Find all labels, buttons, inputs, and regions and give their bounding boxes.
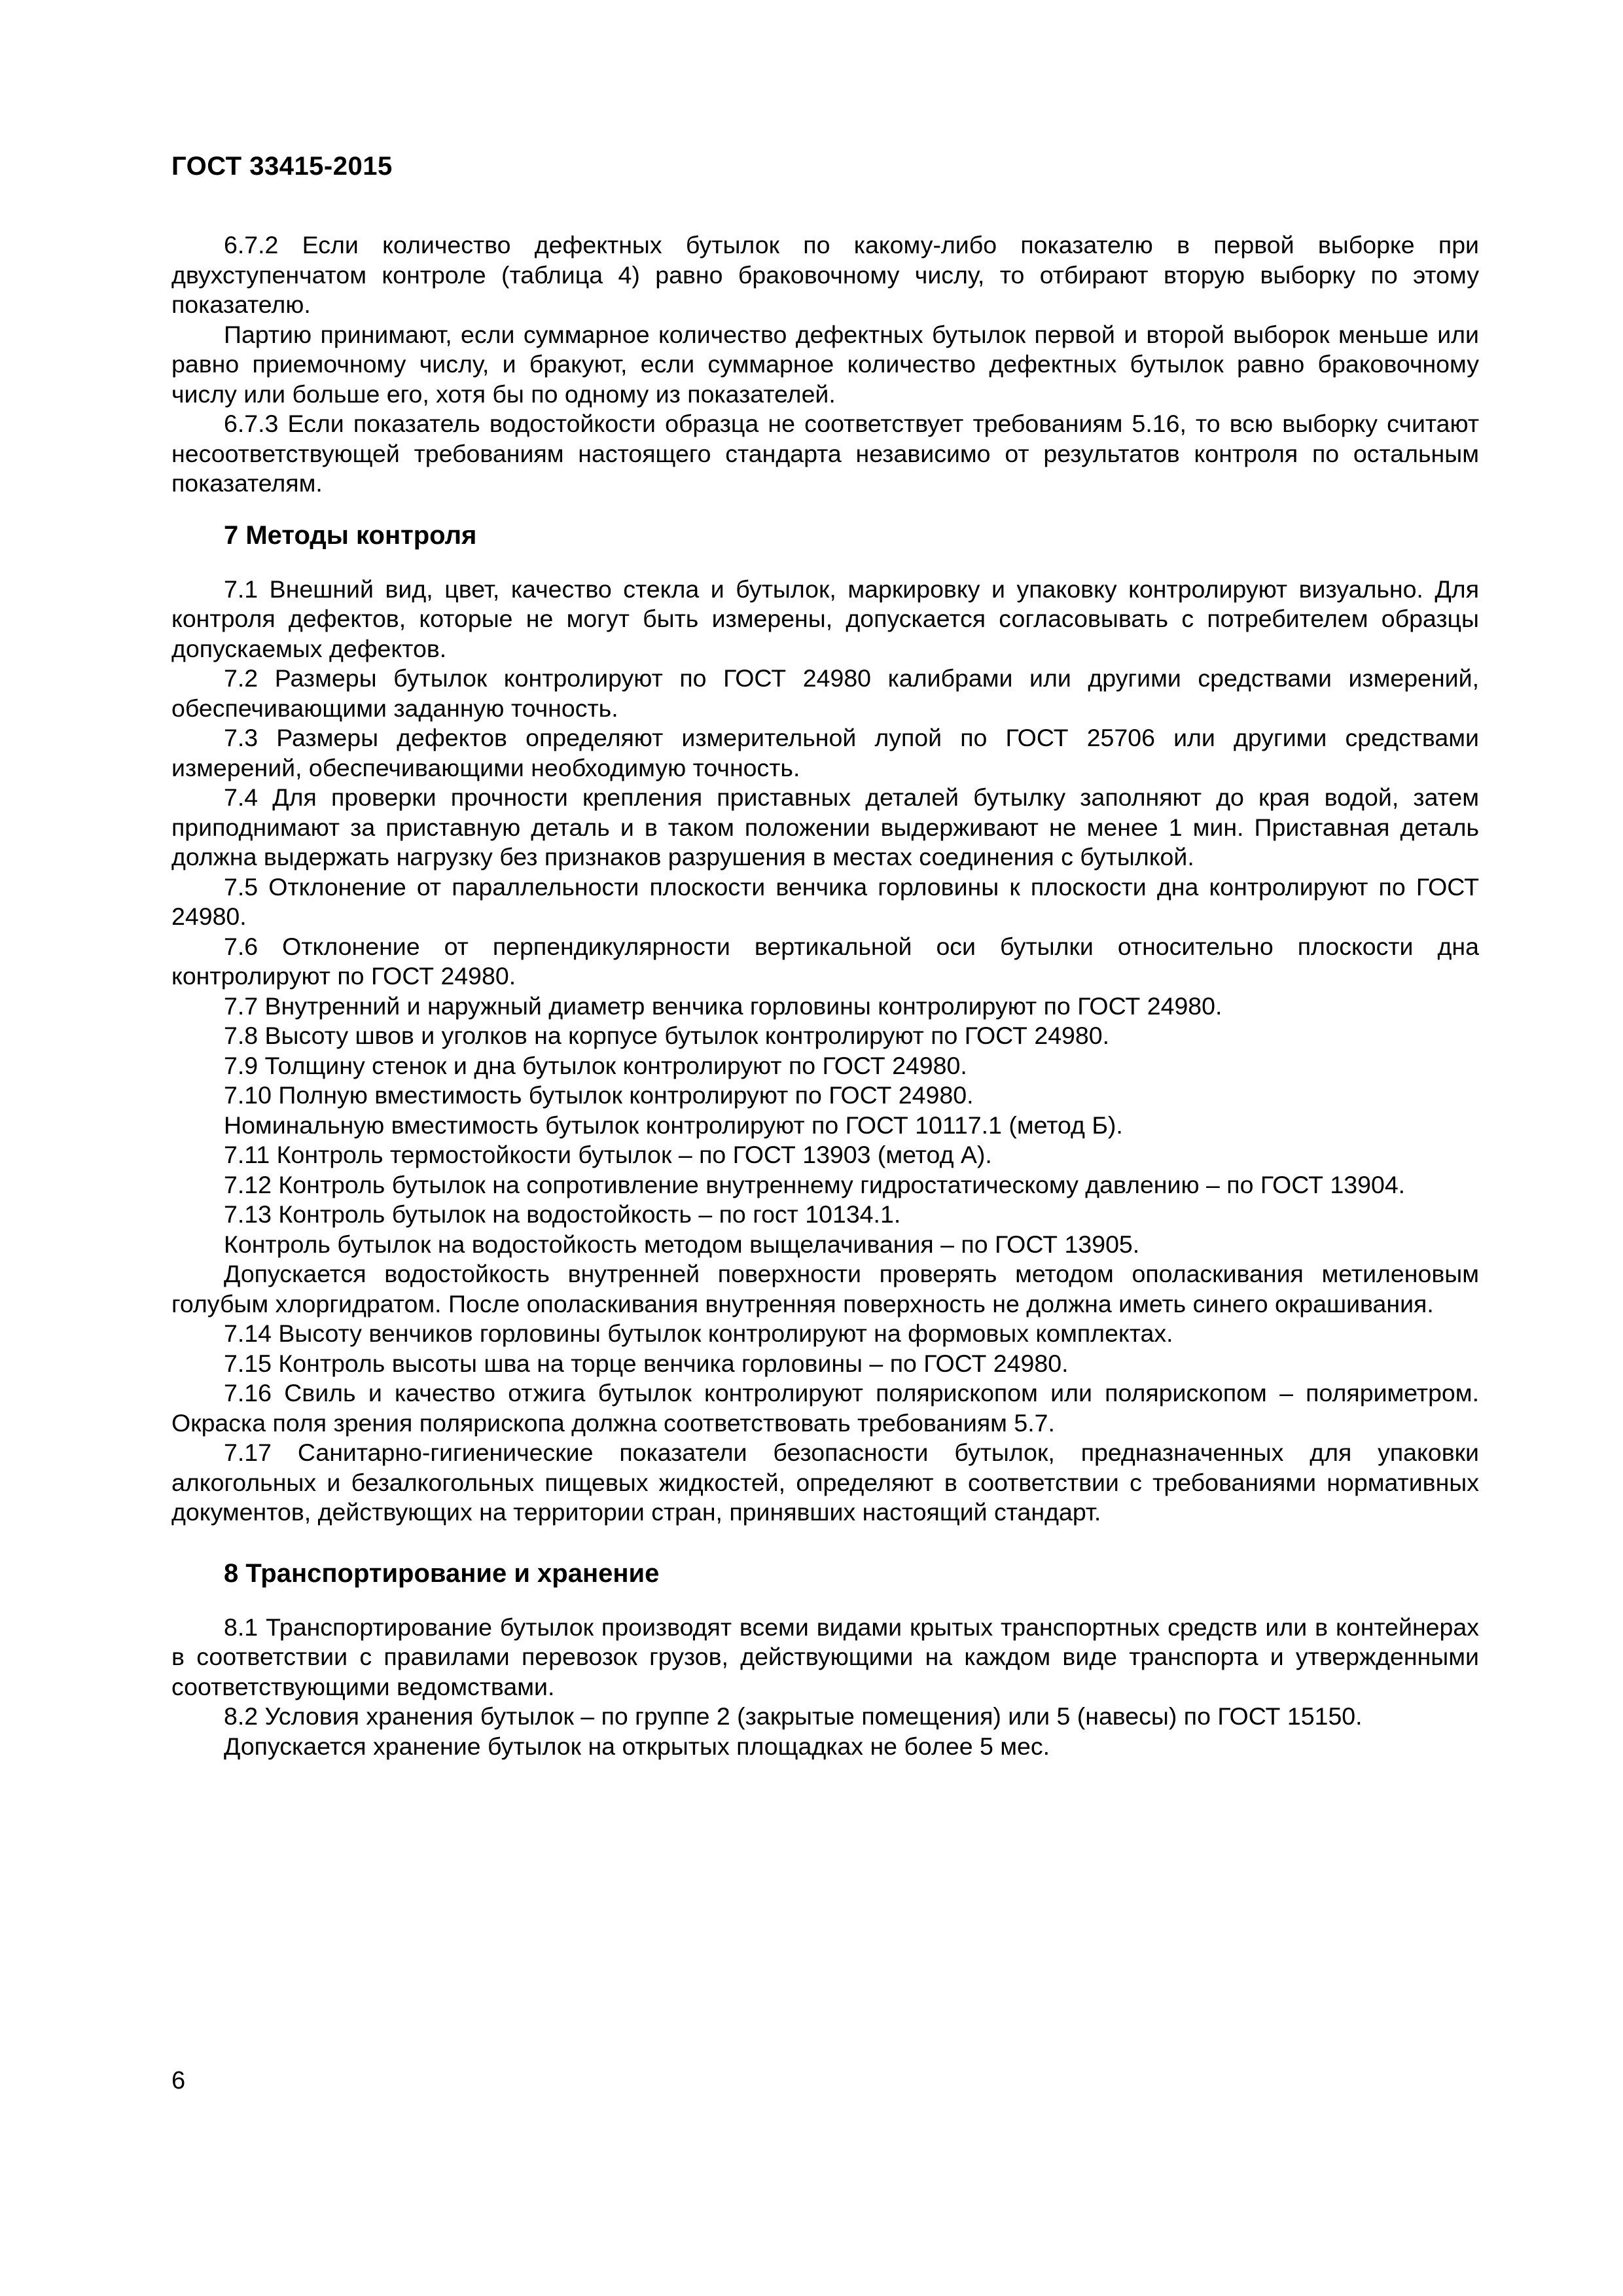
paragraph-7-14: 7.14 Высоту венчиков горловины бутылок контролируют на формовых комплектах. bbox=[224, 1319, 1173, 1347]
section-7-heading: 7 Методы контроля bbox=[224, 520, 477, 550]
section-8-heading: 8 Транспортирование и хранение bbox=[224, 1558, 660, 1588]
paragraph-7-8: 7.8 Высоту швов и уголков на корпусе бутылок контролируют по ГОСТ 24980. bbox=[224, 1022, 1110, 1049]
paragraph-7-3: 7.3 Размеры дефектов определяют измерительной лупой по ГОСТ 25706 или другими средствами измерений, обеспечивающими необходимую точность. bbox=[171, 724, 1479, 781]
paragraph-6-7-2: 6.7.2 Если количество дефектных бутылок по какому-либо показателю в первой выборке при двухступенчатом контроле (таблица 4) равно браковочному числу, то отбирают вторую выборку по этому показателю. bbox=[171, 231, 1479, 318]
paragraph-7-13-leaching: Контроль бутылок на водостойкость методом выщелачивания – по ГОСТ 13905. bbox=[224, 1230, 1140, 1258]
paragraph-7-5: 7.5 Отклонение от параллельности плоскости венчика горловины к плоскости дна контролируют по ГОСТ 24980. bbox=[171, 872, 1479, 930]
paragraph-7-17: 7.17 Санитарно-гигиенические показатели безопасности бутылок, предназначенных для упаковки алкогольных и безалкогольных пищевых жидкостей, определяют в соответствии с требованиями нормативных документов, действующих на территории стран, принявших настоящий стандарт. bbox=[171, 1439, 1479, 1526]
paragraph-7-1: 7.1 Внешний вид, цвет, качество стекла и бутылок, маркировку и упаковку контролируют визуально. Для контроля дефектов, которые не могут быть измерены, допускается согласовывать с потребителем образцы допускаемых дефектов. bbox=[171, 575, 1479, 662]
paragraph-7-13-rinsing: Допускается водостойкость внутренней поверхности проверять методом ополаскивания метиленовым голубым хлоргидратом. После ополаскивания внутренняя поверхность не должна иметь синего окрашивания. bbox=[171, 1260, 1479, 1318]
document-page bbox=[171, 0, 1479, 2296]
paragraph-7-16: 7.16 Свиль и качество отжига бутылок контролируют полярископом или полярископом – поляриметром. Окраска поля зрения полярископа должна соответствовать требованиям 5.7. bbox=[171, 1379, 1479, 1437]
paragraph-6-7-3: 6.7.3 Если показатель водостойкости образца не соответствует требованиям 5.16, то всю выборку считают несоответствующей требованиям настоящего стандарта независимо от результатов контроля по остальным показателям. bbox=[171, 410, 1479, 497]
document-header-title: ГОСТ 33415-2015 bbox=[171, 152, 393, 181]
paragraph-7-12: 7.12 Контроль бутылок на сопротивление внутреннему гидростатическому давлению – по ГОСТ 13904. bbox=[224, 1170, 1406, 1198]
paragraph-7-2: 7.2 Размеры бутылок контролируют по ГОСТ 24980 калибрами или другими средствами измерений, обеспечивающими заданную точность. bbox=[171, 664, 1479, 722]
document-body bbox=[171, 230, 1479, 1761]
paragraph-7-10: 7.10 Полную вместимость бутылок контролируют по ГОСТ 24980. bbox=[224, 1081, 974, 1109]
paragraph-7-7: 7.7 Внутренний и наружный диаметр венчика горловины контролируют по ГОСТ 24980. bbox=[224, 992, 1222, 1020]
paragraph-7-15: 7.15 Контроль высоты шва на торце венчика горловины – по ГОСТ 24980. bbox=[224, 1349, 1069, 1377]
paragraph-8-2-open-storage: Допускается хранение бутылок на открытых площадках не более 5 мес. bbox=[224, 1732, 1050, 1760]
paragraph-8-2: 8.2 Условия хранения бутылок – по группе 2 (закрытые помещения) или 5 (навесы) по ГОСТ 15150. bbox=[224, 1702, 1363, 1730]
paragraph-7-4: 7.4 Для проверки прочности крепления приставных деталей бутылку заполняют до края водой, затем приподнимают за приставную деталь и в таком положении выдерживают не менее 1 мин. Приставная деталь должна выдержать нагрузку без признаков разрушения в местах соединения с бутылкой. bbox=[171, 783, 1479, 870]
paragraph-8-1: 8.1 Транспортирование бутылок производят всеми видами крытых транспортных средств или в контейнерах в соответствии с правилами перевозок грузов, действующими на каждом виде транспорта и утвержденными соответствующими ведомствами. bbox=[171, 1613, 1479, 1700]
page-number: 6 bbox=[171, 2067, 186, 2094]
paragraph-7-6: 7.6 Отклонение от перпендикулярности вертикальной оси бутылки относительно плоскости дна контролируют по ГОСТ 24980. bbox=[171, 932, 1479, 990]
paragraph-7-9: 7.9 Толщину стенок и дна бутылок контролируют по ГОСТ 24980. bbox=[224, 1051, 967, 1079]
paragraph-7-11: 7.11 Контроль термостойкости бутылок – по ГОСТ 13903 (метод А). bbox=[224, 1141, 992, 1168]
paragraph-7-13: 7.13 Контроль бутылок на водостойкость – по гост 10134.1. bbox=[224, 1200, 901, 1228]
paragraph-6-7-2-continued: Партию принимают, если суммарное количество дефектных бутылок первой и второй выборок меньше или равно приемочному числу, и бракуют, если суммарное количество дефектных бутылок равно браковочному числу или больше его, хотя бы по одному из показателей. bbox=[171, 320, 1479, 408]
paragraph-7-10-nominal: Номинальную вместимость бутылок контролируют по ГОСТ 10117.1 (метод Б). bbox=[224, 1111, 1123, 1139]
